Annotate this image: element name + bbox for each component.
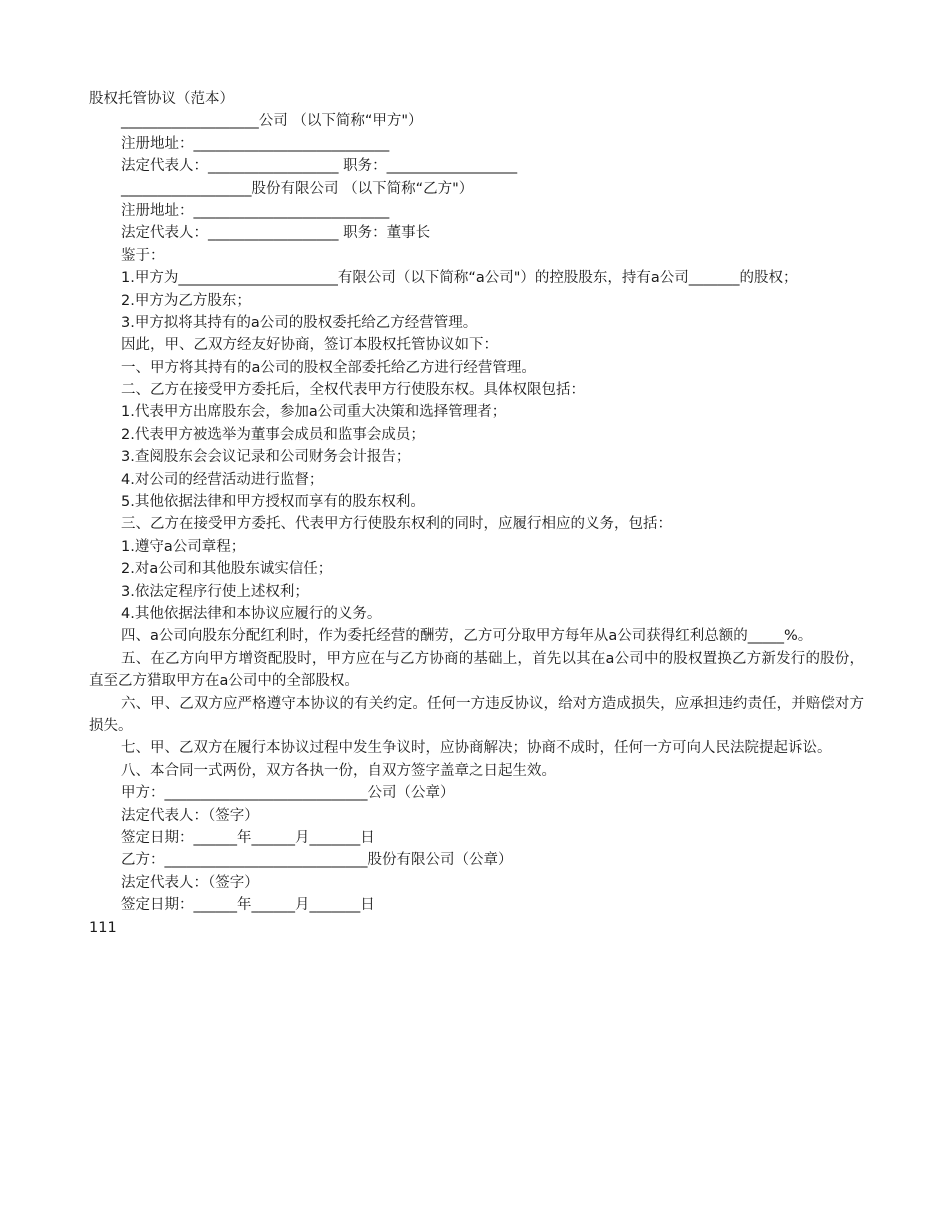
clause-7: 七、甲、乙双方在履行本协议过程中发生争议时，应协商解决；协商不成时，任何一方可向人民法院提起诉讼。 [121, 740, 832, 757]
recital-3: 3.甲方拟将其持有的a公司的股权委托给乙方经营管理。 [121, 314, 478, 331]
party-a-representative-line: 法定代表人：__________________ 职务：__________________ [121, 158, 518, 175]
page-footer-text: 111 [89, 919, 117, 936]
clause-3-item-1: 1.遵守a公司章程； [121, 538, 246, 555]
clause-2-item-4: 4.对公司的经营活动进行监督； [121, 471, 324, 488]
clause-3: 三、乙方在接受甲方委托、代表甲方行使股东权利的同时，应履行相应的义务，包括： [121, 516, 672, 533]
clause-2-item-5: 5.其他依据法律和甲方授权而享有的股东权利。 [121, 494, 425, 511]
party-b-sign-date: 签定日期：______年______月_______日 [121, 897, 375, 914]
clause-2-item-1: 1.代表甲方出席股东会，参加a公司重大决策和选择管理者； [121, 404, 507, 421]
clause-6: 六、甲、乙双方应严格遵守本协议的有关约定。任何一方违反协议，给对方造成损失，应承担违约责任，并赔偿对方损失。 [89, 695, 864, 735]
party-a-sign-date: 签定日期：______年______月_______日 [121, 830, 375, 846]
party-b-address-line: 注册地址：___________________________ [121, 202, 390, 219]
recital-1: 1.甲方为______________________有限公司（以下简称“a公司"）的控股股东，持有a公司_______的股权； [121, 270, 798, 287]
party-b-representative-line: 法定代表人：__________________ 职务：董事长 [121, 225, 431, 242]
recital-2: 2.甲方为乙方股东； [121, 292, 251, 309]
party-b-representative-signature: 法定代表人：（签字） [121, 874, 259, 891]
party-a-signature-line: 甲方：____________________________公司（公章） [121, 785, 455, 802]
preamble: 因此，甲、乙双方经友好协商，签订本股权托管协议如下： [121, 337, 498, 354]
party-a-representative-signature: 法定代表人：（签字） [121, 807, 259, 824]
agreement-document [89, 88, 864, 939]
clause-2-item-3: 3.查阅股东会会议记录和公司财务会计报告； [121, 449, 411, 466]
whereas-heading: 鉴于： [121, 247, 165, 264]
document-title: 股权托管协议（范本） [89, 91, 234, 107]
party-b-company-line: __________________股份有限公司 （以下简称“乙方"） [121, 180, 474, 197]
clause-3-item-2: 2.对a公司和其他股东诚实信任； [121, 561, 333, 578]
clause-1: 一、甲方将其持有的a公司的股权全部委托给乙方进行经营管理。 [121, 359, 536, 376]
clause-2: 二、乙方在接受甲方委托后，全权代表甲方行使股东权。具体权限包括： [121, 382, 585, 399]
clause-8: 八、本合同一式两份，双方各执一份，自双方签字盖章之日起生效。 [121, 762, 556, 779]
clause-3-item-3: 3.依法定程序行使上述权利； [121, 583, 309, 600]
clause-4: 四、a公司向股东分配红利时，作为委托经营的酬劳，乙方可分取甲方每年从a公司获得红利总额的_____%。 [121, 628, 813, 645]
party-a-company-line: ___________________公司 （以下简称“甲方"） [121, 113, 423, 130]
clause-2-item-2: 2.代表甲方被选举为董事会成员和监事会成员； [121, 426, 425, 443]
party-a-address-line: 注册地址：___________________________ [121, 135, 390, 152]
party-b-signature-line: 乙方：____________________________股份有限公司（公章） [121, 852, 513, 869]
clause-3-item-4: 4.其他依据法律和本协议应履行的义务。 [121, 606, 382, 622]
clause-5: 五、在乙方向甲方增资配股时，甲方应在与乙方协商的基础上，首先以其在a公司中的股权置换乙方新发行的股份，直至乙方猎取甲方在a公司中的全部股权。 [89, 650, 864, 690]
